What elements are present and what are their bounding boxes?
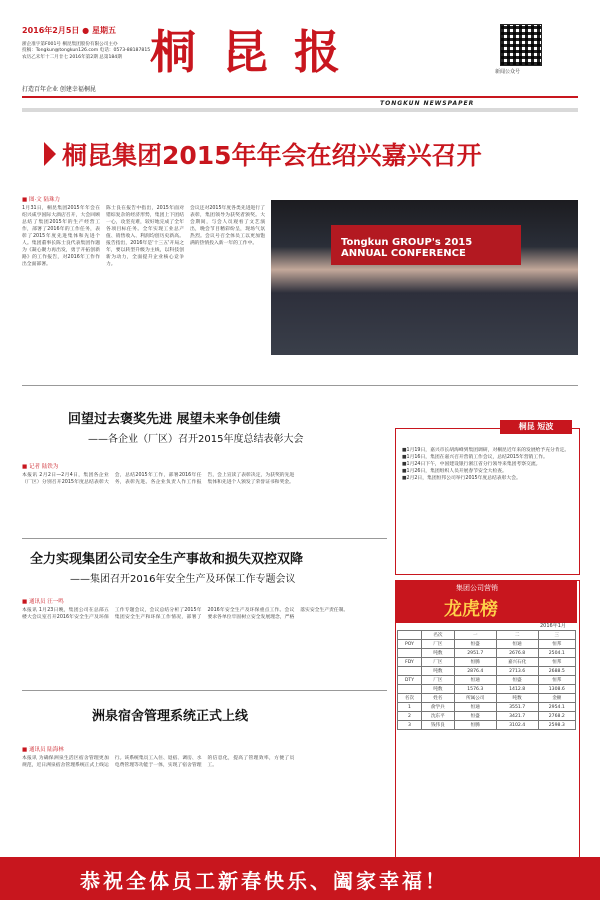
table-cell: 恒邦 bbox=[538, 640, 575, 649]
section3-title: 全力实现集团公司安全生产事故和损失双控双降 bbox=[30, 552, 304, 567]
table-row bbox=[398, 640, 576, 649]
table-cell bbox=[398, 685, 422, 694]
table-cell: 二 bbox=[496, 631, 538, 640]
table-cell: 恒盛 bbox=[454, 640, 496, 649]
news-brief-tag: 桐昆 短波 bbox=[500, 420, 572, 434]
table-cell: 2676.8 bbox=[496, 649, 538, 658]
table-row bbox=[398, 667, 576, 676]
table-cell: 恒邦 bbox=[538, 658, 575, 667]
table-cell: POY bbox=[398, 640, 422, 649]
table-row bbox=[398, 649, 576, 658]
section3-byline: ■ 通讯员 汪一鸣 bbox=[22, 599, 64, 605]
table-cell: 名次 bbox=[398, 694, 422, 703]
table-cell: 恒邦 bbox=[538, 676, 575, 685]
gray-divider bbox=[22, 108, 578, 112]
conference-photo bbox=[271, 200, 578, 355]
table-cell bbox=[398, 667, 422, 676]
table-cell: 姓名 bbox=[421, 694, 454, 703]
table-cell: 吨数 bbox=[421, 685, 454, 694]
table-cell: DTY bbox=[398, 676, 422, 685]
news-brief-list bbox=[402, 447, 572, 569]
ranking-table bbox=[397, 630, 576, 730]
table-cell: 嘉兴石化 bbox=[496, 658, 538, 667]
table-cell: 沈东平 bbox=[421, 712, 454, 721]
table-cell: 三 bbox=[538, 631, 575, 640]
table-cell: 2598.3 bbox=[538, 721, 575, 730]
section2-body: 本报讯 2月2日—2月4日，集团各企业（厂区）分别召开2015年度总结表彰大会，总结2015年工作，部署2016年任务，表彰先进。各企业负责人作工作报告，会上宣读了表彰决定，为获奖的先进集体和先进个人颁发了荣誉证书和奖金。 bbox=[22, 473, 295, 485]
news-item: ■1月26日，集团组织人员开展春节安全大检查。 bbox=[402, 469, 507, 474]
section2-byline: ■ 记者 陆铁为 bbox=[22, 464, 59, 470]
sales-ranking-header bbox=[396, 581, 577, 623]
table-cell: 恒腾 bbox=[454, 658, 496, 667]
table-cell: 恒通 bbox=[454, 703, 496, 712]
table-cell: 金额 bbox=[538, 694, 575, 703]
table-cell: 2688.5 bbox=[538, 667, 575, 676]
table-cell: 钱伟良 bbox=[421, 721, 454, 730]
arrow-icon bbox=[44, 142, 56, 166]
table-cell: 3102.4 bbox=[496, 721, 538, 730]
ranking-header-text: 集团公司营销 bbox=[456, 584, 498, 592]
table-cell: 恒通 bbox=[454, 676, 496, 685]
table-cell: 吨数 bbox=[496, 694, 538, 703]
section-divider bbox=[22, 538, 387, 539]
stage-screen bbox=[331, 225, 521, 265]
table-cell: 名次 bbox=[421, 631, 454, 640]
table-cell: 3 bbox=[398, 721, 422, 730]
news-item: ■1月16日，集团在嘉兴召开营销工作会议，总结2015年营销工作。 bbox=[402, 455, 548, 460]
table-cell: 1308.6 bbox=[538, 685, 575, 694]
issue-date: 2016年2月5日 ● 星期五 bbox=[22, 26, 116, 35]
ranking-title: 龙虎榜 bbox=[444, 599, 498, 620]
lead-column: 会议还对2015年度各类先进进行了表彰，集团领导为获奖者颁奖。大会期间，与会人员观看了文艺演出，晚会节目精彩纷呈，现场气氛热烈。会议号召全体员工以更加饱满的热情投入新一年的工作中。 bbox=[190, 206, 265, 246]
table-row bbox=[398, 712, 576, 721]
news-item: ■2月2日，集团恒邦公司举行2015年度总结表彰大会。 bbox=[402, 476, 521, 481]
section2-title: 回望过去褒奖先进 展望未来争创佳绩 bbox=[68, 412, 281, 427]
lead-byline: ■ 图·文 陆珠力 bbox=[22, 197, 60, 203]
table-cell: 2876.4 bbox=[454, 667, 496, 676]
news-item: ■1月24日下午，中国建设银行浙江省分行领导来集团考察交流。 bbox=[402, 462, 541, 467]
table-cell bbox=[398, 631, 422, 640]
screen-text: Tongkun GROUP's 2015 ANNUAL CONFERENCE bbox=[341, 237, 473, 259]
newspaper-title: 桐昆报 bbox=[150, 25, 366, 79]
ranking-month: 2016年1月 bbox=[540, 623, 566, 629]
section3-subtitle: ——集团召开2016年安全生产及环保工作专题会议 bbox=[70, 574, 296, 585]
table-row bbox=[398, 631, 576, 640]
table-cell: 厂区 bbox=[421, 676, 454, 685]
table-cell: 恒盛 bbox=[496, 676, 538, 685]
lead-headline bbox=[22, 132, 578, 178]
english-name: TONGKUN NEWSPAPER bbox=[380, 100, 475, 107]
lead-column: 1月31日，桐昆集团2015年年会在绍兴咸亨国际大酒店召开，大会回顾总结了集团2015年的生产经营工作，部署了2016年的工作任务，表彰了2015年度先进集体和先进个人。集团董事长陈士良代表集团作题为《凝心聚力再出发，勇于开拓创新路》的工作报告，对2016年工作作出全面部署。 bbox=[22, 206, 100, 267]
table-row bbox=[398, 685, 576, 694]
qr-code-icon bbox=[500, 24, 542, 66]
news-item: ■1月19日，嘉兴市长胡海峰到集团调研，对桐昆近年来的发展给予充分肯定。 bbox=[402, 448, 570, 453]
info-line: 投稿：Tongkun@tongkun126.com 电话：0573-88187815 bbox=[22, 48, 151, 54]
footer-banner bbox=[0, 857, 600, 900]
lead-title: 桐昆集团2015年年会在绍兴嘉兴召开 bbox=[62, 141, 482, 170]
info-line: 浙企准字第F001号 桐昆集团股份有限公司主办 bbox=[22, 42, 118, 47]
table-cell: 吨数 bbox=[421, 667, 454, 676]
section2-subtitle: ——各企业（厂区）召开2015年度总结表彰大会 bbox=[88, 434, 304, 445]
table-cell: 1576.3 bbox=[454, 685, 496, 694]
table-cell: 1412.8 bbox=[496, 685, 538, 694]
slogan: 打造百年企业 创建幸福桐昆 bbox=[22, 86, 96, 93]
footer-slogan: 恭祝全体员工新春快乐、阖家幸福！ bbox=[80, 869, 448, 893]
table-cell: 3421.7 bbox=[496, 712, 538, 721]
table-cell: 一 bbox=[454, 631, 496, 640]
table-cell: 2713.6 bbox=[496, 667, 538, 676]
table-cell: 厂区 bbox=[421, 658, 454, 667]
table-row bbox=[398, 658, 576, 667]
news-brief-box bbox=[395, 428, 580, 575]
table-cell: 2951.7 bbox=[454, 649, 496, 658]
lead-column: 陈士良在报告中指出，2015年面对错综复杂的经济形势，集团上下团结一心，攻坚克难，较好地完成了全年各项目标任务。全年实现工业总产值、销售收入、利润均创历史新高。报告指出，2016年是'十三五'开局之年，要以转型升级为主线，以科技创新为动力，全面提升企业核心竞争力。 bbox=[106, 206, 184, 267]
table-cell: 恒通 bbox=[496, 640, 538, 649]
table-cell bbox=[398, 649, 422, 658]
table-cell: 恒腾 bbox=[454, 721, 496, 730]
table-cell: 吨数 bbox=[421, 649, 454, 658]
table-cell: 2768.2 bbox=[538, 712, 575, 721]
section4-title: 洲泉宿舍管理系统正式上线 bbox=[92, 709, 249, 724]
table-row bbox=[398, 694, 576, 703]
table-cell: 所属公司 bbox=[454, 694, 496, 703]
table-row bbox=[398, 721, 576, 730]
table-row bbox=[398, 703, 576, 712]
table-cell: 2 bbox=[398, 712, 422, 721]
table-cell: 2954.1 bbox=[538, 703, 575, 712]
section-divider bbox=[22, 690, 387, 691]
table-cell: 2504.1 bbox=[538, 649, 575, 658]
info-line: 农历乙未年十二月廿七 2016年第2期 总第184期 bbox=[22, 54, 122, 60]
qr-label: 新闻公众号 bbox=[495, 69, 521, 75]
section3-body: 本报讯 1月23日晚，集团公司在总部五楼大会议室召开2016年安全生产及环保工作专题会议，会议总结分析了2015年集团安全生产和环保工作情况，部署了2016年安全生产及环保重点工作。会议要求各单位牢固树立安全发展理念，严格落实安全生产责任制。 bbox=[22, 608, 349, 620]
masthead-divider bbox=[22, 96, 578, 98]
table-cell: 厂区 bbox=[421, 640, 454, 649]
section4-body: 本报讯 为确保洲泉生活区宿舍管理更加规范，近日洲泉宿舍管理系统正式上线运行。该系统集员工入住、退宿、调房、水电费管理等功能于一体，实现了宿舍管理的信息化，提高了管理效率，方便了员工。 bbox=[22, 756, 295, 768]
section4-byline: ■ 通讯员 陆海林 bbox=[22, 747, 64, 753]
table-cell: 俞学兵 bbox=[421, 703, 454, 712]
table-cell: FDY bbox=[398, 658, 422, 667]
table-cell: 3551.7 bbox=[496, 703, 538, 712]
section-divider bbox=[22, 385, 578, 386]
table-row bbox=[398, 676, 576, 685]
table-cell: 恒盛 bbox=[454, 712, 496, 721]
table-cell: 1 bbox=[398, 703, 422, 712]
